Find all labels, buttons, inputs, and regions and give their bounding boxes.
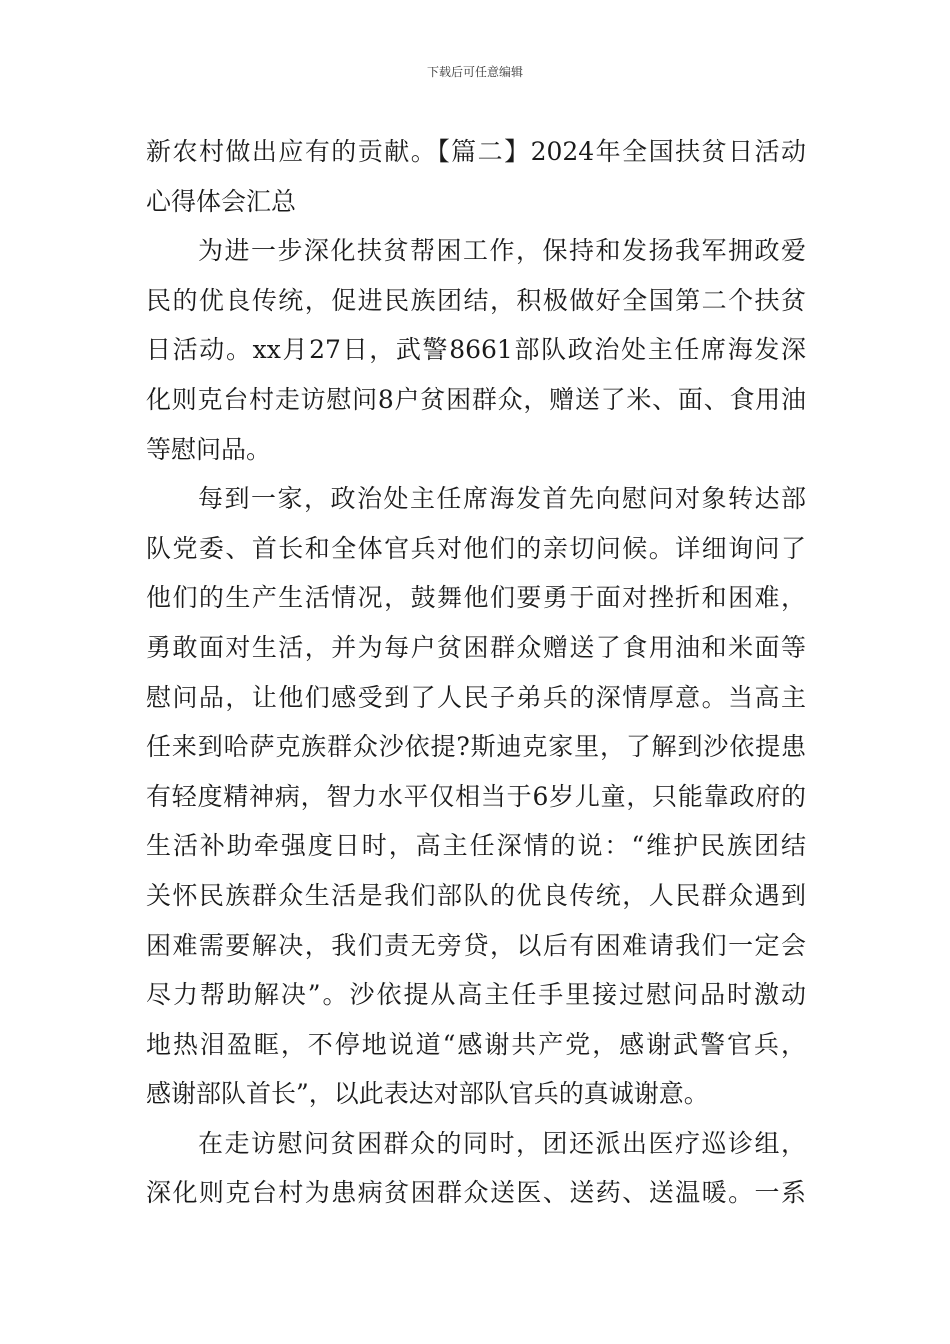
text-line: 地热泪盈眶，不停地说道“感谢共产党，感谢武警官兵， xyxy=(146,1029,806,1059)
page-header-note: 下载后可任意编辑 xyxy=(426,65,523,79)
document-body xyxy=(146,127,806,1218)
text-line: 心得体会汇总 xyxy=(146,186,297,216)
text-line: 有轻度精神病，智力水平仅相当于6岁儿童，只能靠政府的 xyxy=(146,781,806,811)
text-line: 慰问品，让他们感受到了人民子弟兵的深情厚意。当高主 xyxy=(146,682,806,712)
text-line: 队党委、首长和全体官兵对他们的亲切问候。详细询问了 xyxy=(146,533,806,563)
text-line: 等慰问品。 xyxy=(146,434,272,464)
text-line: 困难需要解决，我们责无旁贷，以后有困难请我们一定会 xyxy=(146,930,806,960)
text-line: 化则克台村走访慰问8户贫困群众，赠送了米、面、食用油 xyxy=(146,384,806,414)
text-line: 在走访慰问贫困群众的同时，团还派出医疗巡诊组， xyxy=(198,1128,806,1158)
text-line: 他们的生产生活情况，鼓舞他们要勇于面对挫折和困难， xyxy=(146,583,806,613)
text-line: 尽力帮助解决”。沙依提从高主任手里接过慰问品时激动 xyxy=(146,980,806,1010)
text-line: 为进一步深化扶贫帮困工作，保持和发扬我军拥政爱 xyxy=(198,236,806,266)
text-line: 日活动。xx月27日，武警8661部队政治处主任席海发深 xyxy=(146,335,806,365)
text-line: 民的优良传统，促进民族团结，积极做好全国第二个扶贫 xyxy=(146,285,806,315)
text-line: 任来到哈萨克族群众沙依提?斯迪克家里，了解到沙依提患 xyxy=(146,732,806,762)
text-line: 勇敢面对生活，并为每户贫困群众赠送了食用油和米面等 xyxy=(146,632,806,662)
text-line: 每到一家，政治处主任席海发首先向慰问对象转达部 xyxy=(198,484,806,514)
text-line: 深化则克台村为患病贫困群众送医、送药、送温暖。一系 xyxy=(146,1178,806,1208)
text-line: 关怀民族群众生活是我们部队的优良传统，人民群众遇到 xyxy=(146,880,806,910)
text-line: 感谢部队首长”，以此表达对部队官兵的真诚谢意。 xyxy=(146,1079,709,1109)
text-line: 生活补助牵强度日时，高主任深情的说：“维护民族团结 xyxy=(146,831,806,861)
text-line: 新农村做出应有的贡献。【篇二】2024年全国扶贫日活动 xyxy=(146,137,806,166)
